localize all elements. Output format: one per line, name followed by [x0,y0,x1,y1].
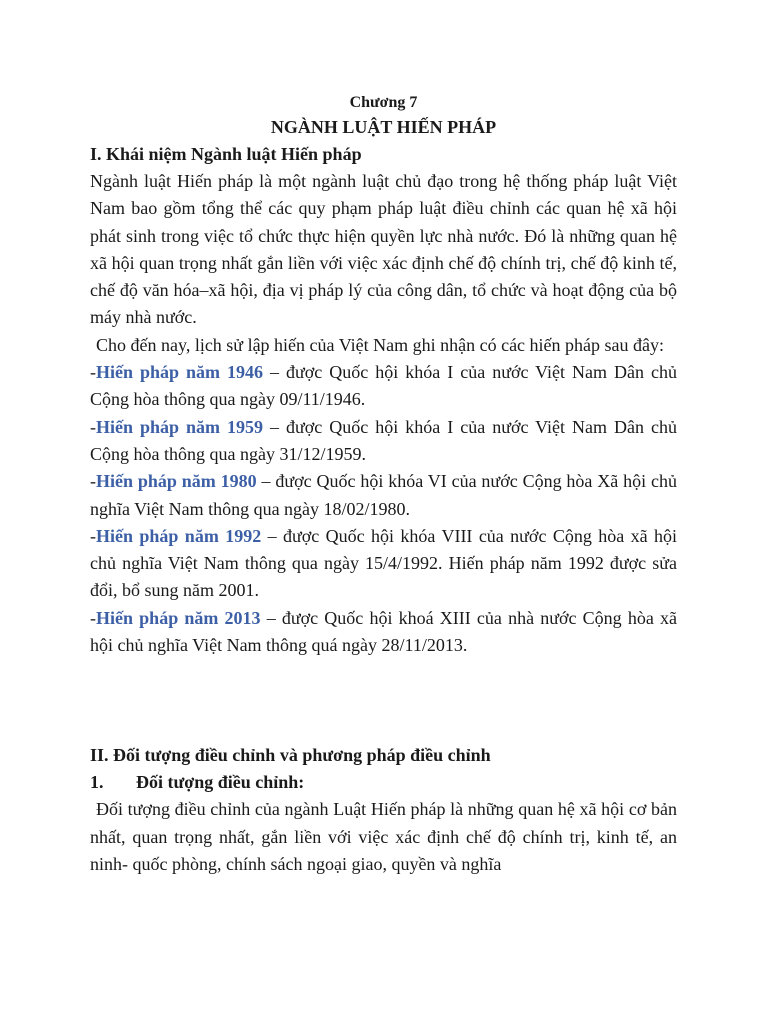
constitution-bullet: - [90,471,96,492]
constitution-description: – được Quốc hội khóa I của nước Việt Nam Dân chủ Cộng hòa thông qua ngày 09/11/1946. [90,362,677,410]
constitution-item [90,414,677,469]
constitution-description: – được Quốc hội khóa VI của nước Cộng hòa Xã hội chủ nghĩa Việt Nam thông qua ngày 18/02/1980. [90,471,677,519]
subsection-1-heading [90,769,677,796]
section-1-heading: I. Khái niệm Ngành luật Hiến pháp [90,144,362,164]
chapter-title: NGÀNH LUẬT HIẾN PHÁP [270,117,497,137]
constitution-description: – được Quốc hội khoá XIII của nhà nước Cộng hòa xã hội chủ nghĩa Việt Nam thông quá ngày 28/11/2013. [90,607,677,656]
constitution-name: Hiến pháp năm 1992 [96,525,262,546]
constitution-name: Hiến pháp năm 1959 [96,416,264,437]
constitution-description: – được Quốc hội khóa VIII của nước Cộng hòa xã hội chủ nghĩa Việt Nam thông qua ngày 15/4/1992. Hiến pháp năm 1992 được sửa đổi, bổ sung năm 2001. [90,525,677,601]
section-2-paragraph: Đối tượng điều chỉnh của ngành Luật Hiến pháp là những quan hệ xã hội cơ bản nhất, quan trọng nhất, gắn liền với việc xác định chế độ chính trị, kinh tế, an ninh- quốc phòng, chính sách ngoại giao, quyền và nghĩa [90,799,677,874]
section-1-paragraph-1: Ngành luật Hiến pháp là một ngành luật chủ đạo trong hệ thống pháp luật Việt Nam bao gồm tổng thể các quy phạm pháp luật điều chỉnh các quan hệ xã hội phát sinh trong việc tổ chức thực hiện quyền lực nhà nước. Đó là những quan hệ xã hội quan trọng nhất gắn liền với việc xác định chế độ chính trị, chế độ kinh tế, chế độ văn hóa–xã hội, địa vị pháp lý của công dân, tổ chức và hoạt động của bộ máy nhà nước. [90,171,677,328]
constitution-description: – được Quốc hội khóa I của nước Việt Nam Dân chủ Cộng hòa thông qua ngày 31/12/1959. [90,416,677,464]
constitution-item [90,605,677,660]
constitution-item [90,359,677,414]
constitution-bullet: - [90,607,96,628]
constitution-item [90,523,677,605]
document-page [90,92,677,878]
constitution-name: Hiến pháp năm 2013 [96,607,261,628]
constitution-bullet: - [90,362,96,383]
constitution-bullet: - [90,416,96,437]
constitution-name: Hiến pháp năm 1980 [96,471,257,492]
section-2-heading: II. Đối tượng điều chỉnh và phương pháp điều chỉnh [90,745,491,766]
subsection-number: 1. [90,772,104,793]
constitution-name: Hiến pháp năm 1946 [96,362,264,383]
section-gap [90,659,677,741]
chapter-label: Chương 7 [349,94,418,111]
subsection-title: Đối tượng điều chỉnh: [136,772,305,793]
section-1-paragraph-2: Cho đến nay, lịch sử lập hiến của Việt Nam ghi nhận có các hiến pháp sau đây: [96,334,665,355]
constitution-bullet: - [90,525,96,546]
constitution-item [90,468,677,523]
